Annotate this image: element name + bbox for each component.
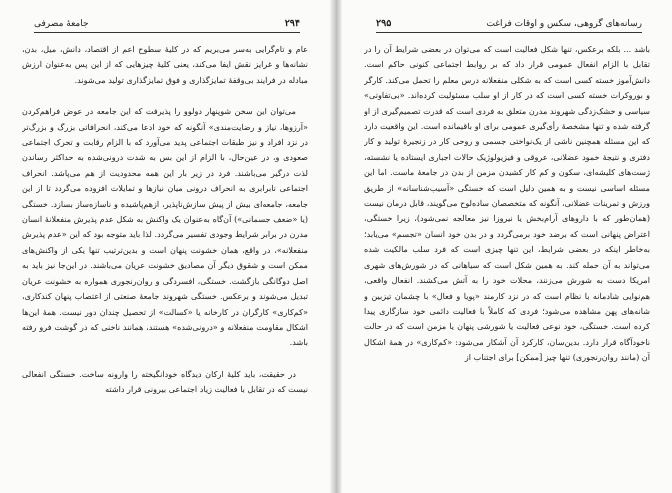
book-spine — [330, 0, 342, 493]
paragraph: در حقیقت، باید کلیهٔ ارکان دیدگاه خودانگیخته را وارونه ساخت. خستگی انفعالی نیست که در تقابل با فعالیت زیاد اجتماعی بیرونی قرار داشته — [22, 368, 308, 395]
page-body — [22, 42, 308, 487]
page-number: ۲۹۴ — [284, 18, 300, 29]
page-header — [34, 16, 300, 33]
paragraph: می‌توان این سخن شوپنهار دولوو را پذیرفت که این جامعه در عوض فراهم‌کردن «آرزوها، نیاز و رضایت‌مندی» آنگونه که خود ادعا می‌کند، انحرافاتی بزرگ و بزرگ‌تر در نزد افراد و نیز طبقات اجتماعی پدید می‌آورد که با الزام رقابت و تحرک اجتماعی صعودی و، در عین‌حال، با الزام از این بس به شدت درونی‌شده به حداکثر رساندن لذت درگیر می‌باشند. فرد در زیر بار این همه محدودیت از هم می‌پاشد. انحراف اجتماعی نابرابری به انحراف درونی میان نیازها و تمایلات افزوده می‌گردد تا از این جامعه، جامعه‌ای بیش از پیش سازش‌ناپذیر، ازهم‌پاشیده و ناسازه‌ساز بسازد. خستگی (یا «ضعف جسمانی») آن‌گاه به‌عنوان یک واکنش به شکل عدم پذیرش منفعلانهٔ انسان مدرن در برابر شرایط وجودی تفسیر می‌گردد. لذا باید متوجه بود که این «عدم پذیرش منفعلانه»، در واقع، همان خشونت پنهان است و بدین‌ترتیب تنها یکی از واکنش‌های ممکن است و شقوق دیگر آن مصادیق خشونت عریان می‌باشند. در این‌جا نیز باید به اصل دوگانگی بازگشت. خستگی، افسردگی و روان‌رنجوری همواره به خشونت عریان تبدیل می‌شوند و برعکس. خستگی شهروند جامعهٔ صنعتی از اعتصاب پنهان کندکاری، «کم‌کاری» کارگران در کارخانه یا «کسالت» از تحصیل چندان دور نیست. همهٔ این‌ها اشکال مقاومت منفعلانه و «درونی‌شده» هستند، همانند ناخنی که در گوشت فرو رفته باشد. — [22, 106, 308, 348]
page-header — [376, 16, 642, 33]
page-body — [364, 42, 650, 487]
left-page — [0, 0, 330, 493]
paragraph: عام و تام‌گرایی به‌سر می‌بریم که در کلیهٔ سطوح اعم از اقتصاد، دانش، میل، بدن، نشانه‌ها و غرایز نقش ایفا می‌کند، یعنی کلیهٔ چیزهایی که از این پس به‌عنوان ارزش مبادله در فرایند بی‌وقفهٔ تمایزگذاری و فوق تمایزگذاری تولید می‌شوند. — [22, 44, 308, 85]
running-title: جامعهٔ مصرفی — [34, 19, 89, 29]
running-title: رسانه‌های گروهی، سکس و اوقات فراغت — [486, 19, 642, 29]
page-number: ۲۹۵ — [376, 18, 392, 29]
right-page — [342, 0, 672, 493]
paragraph: باشد ... بلکه برعکس، تنها شکل فعالیت است که می‌توان در بعضی شرایط آن را در تقابل با الزام انفعال عمومی قرار داد که بر روابط اجتماعی کنونی حاکم است. دانش‌آموز خسته کسی است که به شکلی منفعلانه درس معلم را تحمل می‌کند. کارگر و بوروکرات خسته کسی است که در کار از او سلب مسئولیت کرده‌اند. «بی‌تفاوتی» سیاسی و خشک‌زدگی شهروند مدرن متعلق به فردی است که قدرت تصمیم‌گیری از او گرفته شده و تنها مشخصهٔ رأی‌گیری عمومی برای او باقیمانده است. این واقعیت دارد که این مسئله همچنین ناشی از یک‌نواختی جسمی و روحی کار در زنجیرهٔ تولید و کار دفتری و نتیجهٔ خمود عضلانی، عروقی و فیزیولوژیک حالات اجباری ایستاده یا نشسته، ژست‌های کلیشه‌ای، سکون و کم کار کشیدن مزمن از بدن در جامعهٔ ماست. اما این مسئله اساسی نیست و به همین دلیل است که خستگی «آسیب‌شناسانه» از طریق ورزش و تمرینات عضلانی، آنگونه که متخصصان ساده‌لوح می‌گویند، قابل درمان نیست (همان‌طور که با داروهای آرام‌بخش یا نیروزا نیز معالجه نمی‌شود)، زیرا خستگی، اعتراض پنهانی است که برضد خود برمی‌گردد و در بدن خود انسان «تجسم» می‌یابد؛ به‌خاطر اینکه در بعضی شرایط، این تنها چیزی است که فرد سلب مالکیت شده می‌تواند به آن حمله کند. به همین شکل است که سیاهانی که در شورش‌های شهری امریکا دست به شورش می‌زنند، محلات خود را به آتش می‌کشند. انفعال واقعی، هم‌نوایی شادمانه با نظام است که در نزد کارمند «پویا و فعال» با چشمان تیزبین و شانه‌های پهن مشاهده می‌شود؛ فردی که کاملاً با فعالیت دائمی خود سازگاری پیدا کرده است. خستگی، خود نوعی فعالیت یا شورشی پنهان یا مزمن است که در حالت ناخودآگاه قرار دارد. بدین‌سان، کارکرد آن آشکار می‌شود: «کم‌کاری» در همهٔ اشکال آن (مانند روان‌رنجوری) تنها چیز [ممکن] برای اجتناب از — [364, 44, 650, 363]
